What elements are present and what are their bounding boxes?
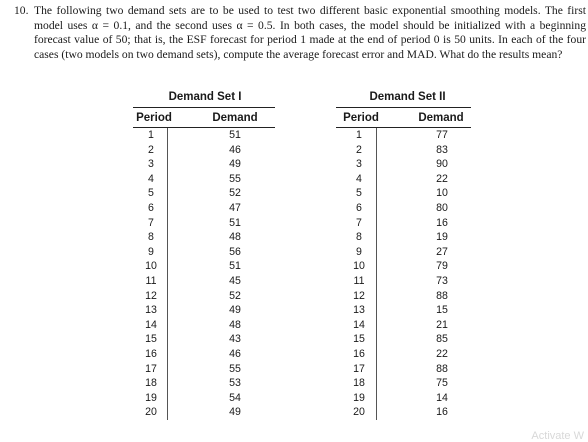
set2-period-cell: 14	[353, 318, 365, 331]
demand-set-1-title-rule	[133, 107, 275, 108]
set1-demand-cell: 43	[229, 333, 241, 346]
set1-period-cell: 5	[148, 187, 154, 200]
set1-period-header: Period	[136, 112, 172, 124]
set2-period-cell: 18	[353, 377, 365, 390]
set2-period-cell: 7	[356, 216, 362, 229]
set2-period-column	[342, 128, 377, 420]
set2-period-cell: 4	[356, 172, 362, 185]
set1-demand-cell: 55	[229, 172, 241, 185]
set1-period-cell: 8	[148, 231, 154, 244]
set2-demand-cell: 19	[436, 231, 448, 244]
set1-demand-cell: 49	[229, 304, 241, 317]
set1-period-cell: 4	[148, 172, 154, 185]
set2-demand-cell: 14	[436, 391, 448, 404]
set2-demand-cell: 75	[436, 377, 448, 390]
set2-demand-cell: 83	[436, 143, 448, 156]
set1-demand-cell: 51	[229, 216, 241, 229]
set1-period-cell: 17	[145, 362, 157, 375]
problem-number: 10.	[14, 4, 29, 17]
set2-demand-cell: 21	[436, 318, 448, 331]
set1-demand-cell: 52	[229, 289, 241, 302]
set1-period-cell: 12	[145, 289, 157, 302]
set2-demand-cell: 77	[436, 129, 448, 141]
set2-period-cell: 1	[356, 129, 362, 141]
set1-demand-cell: 54	[229, 391, 241, 404]
set2-demand-cell: 85	[436, 333, 448, 346]
set2-period-cell: 10	[353, 260, 365, 273]
set2-demand-cell: 22	[436, 347, 448, 360]
set2-period-cell: 13	[353, 304, 365, 317]
set2-demand-cell: 90	[436, 158, 448, 171]
set1-demand-cell: 48	[229, 231, 241, 244]
set1-demand-cell: 53	[229, 377, 241, 390]
set2-period-cell: 5	[356, 187, 362, 200]
set2-demand-cell: 80	[436, 201, 448, 214]
set1-demand-cell: 45	[229, 274, 241, 287]
demand-set-2-title: Demand Set II	[369, 91, 446, 103]
demand-set-2-title-rule	[336, 107, 471, 108]
set1-demand-cell: 51	[229, 260, 241, 273]
set1-period-cell: 13	[145, 304, 157, 317]
set2-demand-cell: 10	[436, 187, 448, 200]
set2-demand-cell: 79	[436, 260, 448, 273]
set1-period-cell: 3	[148, 158, 154, 171]
set2-demand-cell: 88	[436, 362, 448, 375]
set2-period-cell: 19	[353, 391, 365, 404]
set2-period-cell: 20	[353, 406, 365, 419]
set2-demand-cell: 16	[436, 406, 448, 419]
set1-period-cell: 7	[148, 216, 154, 229]
set1-demand-cell: 56	[229, 245, 241, 258]
set1-period-cell: 9	[148, 245, 154, 258]
set1-period-cell: 2	[148, 143, 154, 156]
set2-period-cell: 17	[353, 362, 365, 375]
set2-demand-cell: 16	[436, 216, 448, 229]
set1-demand-cell: 49	[229, 158, 241, 171]
set1-demand-header: Demand	[212, 112, 258, 124]
set2-period-cell: 6	[356, 201, 362, 214]
set1-period-cell: 15	[145, 333, 157, 346]
set1-demand-cell: 49	[229, 406, 241, 419]
set1-period-cell: 20	[145, 406, 157, 419]
set2-period-cell: 12	[353, 289, 365, 302]
set1-demand-column	[217, 128, 253, 420]
set2-demand-cell: 15	[436, 304, 448, 317]
set1-period-cell: 10	[145, 260, 157, 273]
set1-period-cell: 1	[148, 129, 154, 141]
set1-period-cell: 18	[145, 377, 157, 390]
set2-period-cell: 9	[356, 245, 362, 258]
set1-demand-cell: 55	[229, 362, 241, 375]
set1-demand-cell: 46	[229, 143, 241, 156]
set1-demand-cell: 46	[229, 347, 241, 360]
set1-period-column	[135, 128, 168, 420]
set2-demand-cell: 27	[436, 245, 448, 258]
set1-demand-cell: 48	[229, 318, 241, 331]
set2-period-cell: 15	[353, 333, 365, 346]
problem-text: The following two demand sets are to be used to test two different basic exponential smoothing models. The first model uses α = 0.1, and the second uses α = 0.5. In both cases, the model should be initialized with a beginning forecast value of 50; that is, the ESF forecast for period 1 made at the end of period 0 is 50 units. In each of the four cases (two models on two demand sets), compute the average forecast error and MAD. What do the results mean?	[34, 4, 586, 61]
set2-demand-cell: 22	[436, 172, 448, 185]
set1-period-cell: 11	[145, 274, 157, 287]
problem-statement	[14, 4, 586, 62]
set1-period-cell: 6	[148, 201, 154, 214]
set2-period-cell: 2	[356, 143, 362, 156]
set2-period-cell: 16	[353, 347, 365, 360]
set1-demand-cell: 47	[229, 201, 241, 214]
set2-demand-cell: 88	[436, 289, 448, 302]
set1-period-cell: 14	[145, 318, 157, 331]
set2-period-cell: 8	[356, 231, 362, 244]
activate-windows-watermark: Activate W	[531, 430, 584, 442]
set1-demand-cell: 52	[229, 187, 241, 200]
set2-period-cell: 3	[356, 158, 362, 171]
set2-demand-header: Demand	[418, 112, 464, 124]
set1-period-cell: 16	[145, 347, 157, 360]
demand-set-1-title: Demand Set I	[168, 91, 242, 103]
set1-demand-cell: 51	[229, 129, 241, 141]
set2-demand-cell: 73	[436, 274, 448, 287]
set2-period-header: Period	[343, 112, 379, 124]
set1-period-cell: 19	[145, 391, 157, 404]
set2-period-cell: 11	[353, 274, 365, 287]
set2-demand-column	[424, 128, 460, 420]
